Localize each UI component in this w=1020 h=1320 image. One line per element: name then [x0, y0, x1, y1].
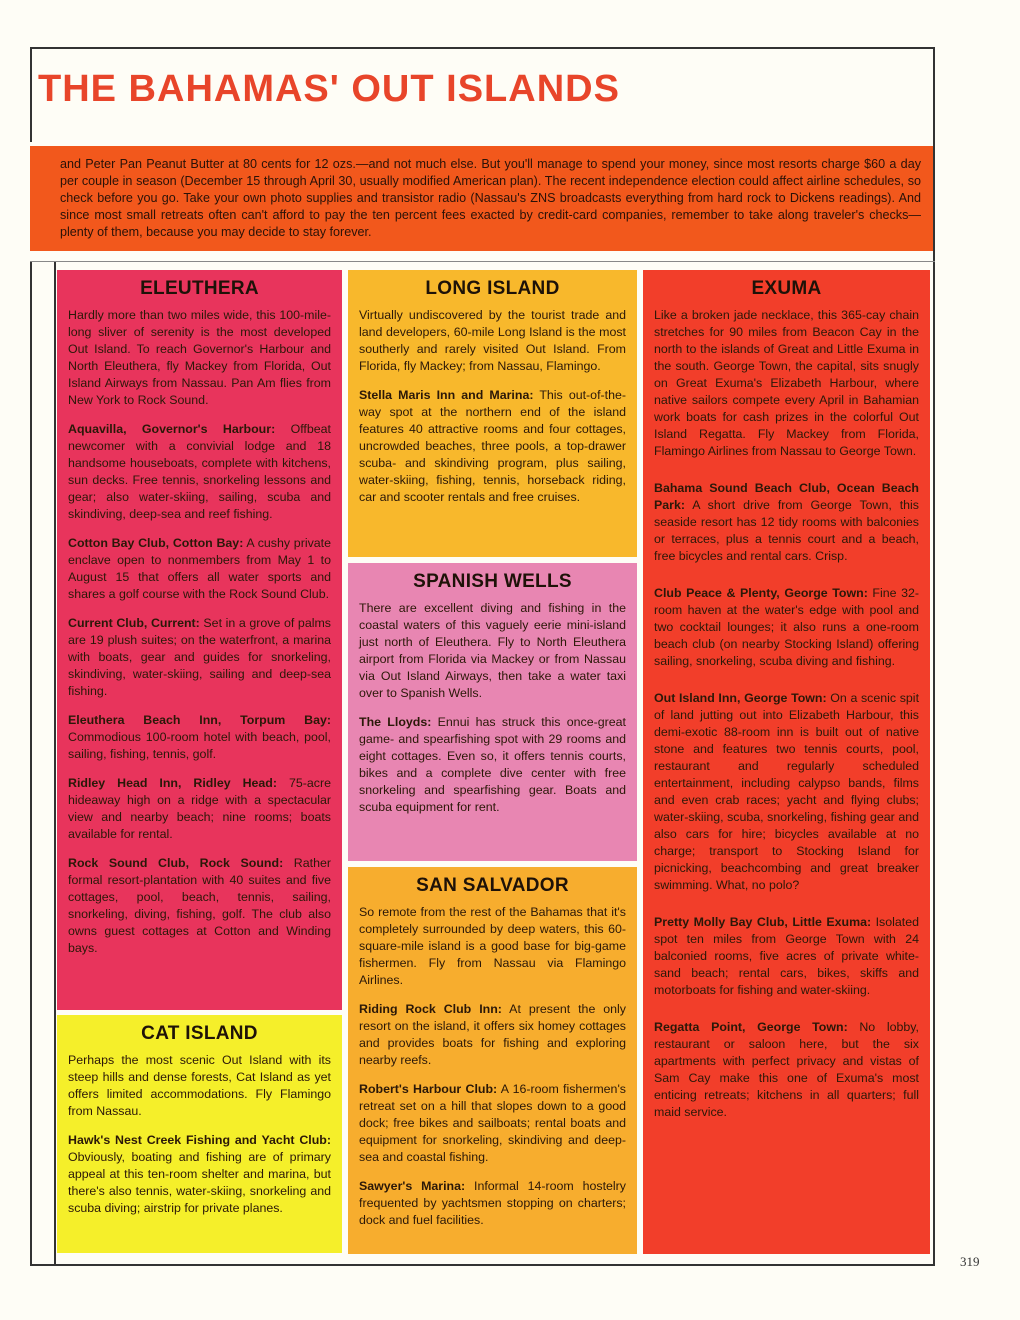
listing-entry	[68, 1132, 331, 1217]
listing-name: Robert's Harbour Club:	[359, 1082, 498, 1096]
section-eleuthera	[57, 270, 342, 1010]
listing-description: Isolated spot ten miles from George Town with 24 balconied rooms, five acres of private white-sand beach; rental cars, bikes, skiffs and motorboats for fishing and water-skiing.	[654, 915, 919, 997]
section-heading: SPANISH WELLS	[413, 571, 572, 592]
listing-name: Sawyer's Marina:	[359, 1179, 466, 1193]
listing-entry	[359, 1001, 626, 1069]
listing-entry	[68, 421, 331, 523]
listing-description: No lobby, restaurant or saloon here, but the six apartments with perfect privacy and vistas of Sam Cay make this one of Exuma's most enticing retreats; kitchens in all quarters; full maid service.	[654, 1020, 919, 1119]
frame-right	[933, 47, 935, 1265]
entry-list	[68, 1132, 331, 1217]
section-intro: There are excellent diving and fishing in the coastal waters of this vaguely eerie mini-island just north of Eleuthera. Fly to North Eleuthera airport from Florida via Mackey or from Nassau via Out Island Airways, then take a water taxi over to Spanish Wells.	[359, 601, 626, 700]
listing-entry	[654, 914, 919, 999]
listing-name: Out Island Inn, George Town:	[654, 691, 827, 705]
frame-divider	[30, 261, 935, 262]
section-heading: SAN SALVADOR	[416, 875, 569, 896]
section-intro: Hardly more than two miles wide, this 100-mile-long sliver of serenity is the most developed Out Island. To reach Governor's Harbour and North Eleuthera, fly Mackey from Florida, Out Island Airways from Nassau. Pan Am flies from New York to Rock Sound.	[68, 308, 331, 407]
listing-description: Offbeat newcomer with a convivial lodge and 18 handsome houseboats, complete with kitchens, sun decks. Free tennis, snorkeling lessons and gear; also water-skiing, sailing, scuba and skindiving, deep-sea and reef fishing.	[68, 422, 331, 521]
section-intro: Like a broken jade necklace, this 365-cay chain stretches for 90 miles from Beacon Cay in the north to the islands of Great and Little Exuma in the south. George Town, the capital, sits snugly on Great Exuma's Elizabeth Harbour, where native sailors compete every April in Bahamian work boats for cash prizes in the colorful Out Island Regatta. Fly Mackey from Florida, Flamingo Airlines from Nassau to George Town.	[654, 308, 919, 458]
entry-list	[654, 480, 919, 1121]
section-intro: Virtually undiscovered by the tourist trade and land developers, 60-mile Long Island is the most southerly and rarely visited Out Island. From Florida, fly Mackey; from Nassau, Flamingo.	[359, 308, 626, 373]
listing-name: Pretty Molly Bay Club, Little Exuma:	[654, 915, 872, 929]
listing-entry	[654, 480, 919, 565]
listing-entry	[359, 714, 626, 816]
listing-name: Aquavilla, Governor's Harbour:	[68, 422, 276, 436]
intro-paragraph: and Peter Pan Peanut Butter at 80 cents for 12 ozs.—and not much else. But you'll manage to spend your money, since most resorts charge $60 a day per couple in season (December 15 through April 30, usually modified American plan). The recent independence election could affect airline schedules, so check before you go. Take your own photo supplies and transistor radio (Nassau's ZNS broadcasts everything from hard rock to Dickens readings). And since most small retreats often can't afford to pay the ten percent fees exacted by credit-card companies, remember to take along traveler's checks—plenty of them, because you may decide to stay forever.	[30, 146, 933, 251]
listing-name: Current Club, Current:	[68, 616, 200, 630]
section-long-island	[348, 270, 637, 557]
listing-description: Rather formal resort-plantation with 40 suites and five cottages, pool, beach, tennis, sailing, snorkeling, diving, fishing, golf. The club also owns guest cottages at Cotton and Winding bays.	[68, 856, 331, 955]
listing-entry	[68, 615, 331, 700]
listing-entry	[68, 775, 331, 843]
section-intro: So remote from the rest of the Bahamas that it's completely surrounded by deep waters, this 60-square-mile island is a good base for big-game fishermen. Fly from Nassau via Flamingo Airlines.	[359, 905, 626, 987]
page-title: THE BAHAMAS' OUT ISLANDS	[38, 68, 620, 110]
listing-description: Ennui has struck this once-great game- and spearfishing spot with 29 rooms and eight cottages. Even so, it offers tennis courts, bikes and a complete dive center with free snorkeling and spearfishing gear. Boats and scuba equipment for rent.	[359, 715, 626, 814]
section-intro: Perhaps the most scenic Out Island with its steep hills and dense forests, Cat Island as yet offers limited accommodations. Fly Flamingo from Nassau.	[68, 1053, 331, 1118]
frame-left-bottom	[30, 262, 32, 1265]
listing-entry	[68, 855, 331, 957]
listing-entry	[654, 585, 919, 670]
section-heading: LONG ISLAND	[425, 278, 560, 299]
listing-name: Cotton Bay Club, Cotton Bay:	[68, 536, 244, 550]
listing-description: A cushy private enclave open to nonmembers from May 1 to August 15 that offers all water sports and shares a golf course with the Rock Sound Club.	[68, 536, 331, 601]
listing-description: Obviously, boating and fishing are of primary appeal at this ten-room shelter and marina, but there's also tennis, water-skiing, snorkeling and scuba diving; airstrip for private planes.	[68, 1150, 331, 1215]
listing-entry	[654, 690, 919, 894]
listing-description: A short drive from George Town, this seaside resort has 12 tidy rooms with balconies or terraces, plus a tennis court and a beach, free bicycles and rental cars. Crisp.	[654, 498, 919, 563]
listing-description: At present the only resort on the island, it offers six homey cottages and provides boats for fishing and exploring nearby reefs.	[359, 1002, 627, 1067]
listing-name: Ridley Head Inn, Ridley Head:	[68, 776, 277, 790]
listing-description: Fine 32-room haven at the water's edge with pool and two cocktail lounges; it also runs a one-room beach club (on nearby Stocking Island) offering sailing, snorkeling, scuba diving and fishing.	[654, 586, 919, 668]
listing-description: Informal 14-room hostelry frequented by yachtsmen stopping on charters; dock and fuel facilities.	[359, 1179, 626, 1227]
listing-description: Commodious 100-room hotel with beach, pool, sailing, fishing, tennis, golf.	[68, 730, 331, 761]
listing-name: Hawk's Nest Creek Fishing and Yacht Club:	[68, 1133, 331, 1147]
listing-description: Set in a grove of palms are 19 plush suites; on the waterfront, a marina with boats, gear and guides for snorkeling, skindiving, water-skiing, sailing and deep-sea fishing.	[68, 616, 331, 698]
listing-name: Club Peace & Plenty, George Town:	[654, 586, 868, 600]
section-heading: EXUMA	[751, 278, 822, 299]
listing-description: 75-acre hideaway high on a ridge with a spectacular view and nearby beach; nine rooms; boats available for rental.	[68, 776, 331, 841]
listing-name: Rock Sound Club, Rock Sound:	[68, 856, 284, 870]
listing-name: Bahama Sound Beach Club, Ocean Beach Park:	[654, 481, 919, 512]
frame-bottom	[30, 1264, 935, 1266]
section-cat-island	[57, 1015, 342, 1253]
listing-entry	[359, 1178, 626, 1229]
listing-name: The Lloyds:	[359, 715, 432, 729]
listing-description: This out-of-the-way spot at the northern end of the island features 40 attractive rooms and four cottages, uncrowded beaches, three pools, a top-drawer scuba- and skindiving program, plus sailing, water-skiing, fishing, tennis, horseback riding, car and scooter rentals and free cruises.	[359, 388, 626, 504]
listing-name: Riding Rock Club Inn:	[359, 1002, 502, 1016]
listing-entry	[359, 1081, 626, 1166]
listing-description: On a scenic spit of land jutting out into Elizabeth Harbour, this demi-exotic 88-room inn is built out of native stone and features two tennis courts, pool, restaurant and regularly scheduled entertainment, including calypso bands, films and even crab races; yacht and flying clubs; water-skiing, scuba, snorkeling, fishing gear and also cars for hire; bicycles available at no charge; transport to Stocking Island for picnicking, beachcombing and great breaker swimming. What, no polo?	[654, 691, 920, 892]
frame-left-top	[30, 47, 32, 142]
entry-list	[359, 714, 626, 816]
entry-list	[68, 421, 331, 957]
listing-entry	[359, 387, 626, 506]
listing-name: Regatta Point, George Town:	[654, 1020, 848, 1034]
listing-description: A 16-room fishermen's retreat set on a hill that slopes down to a good dock; free bikes and sailboats; rental boats and equipment for snorkeling, skindiving and deep-sea and coastal fishing.	[359, 1082, 627, 1164]
section-exuma	[643, 270, 930, 1254]
page-number: 319	[960, 1254, 980, 1269]
listing-name: Eleuthera Beach Inn, Torpum Bay:	[68, 713, 331, 727]
entry-list	[359, 1001, 626, 1229]
listing-entry	[654, 1019, 919, 1121]
frame-top	[30, 47, 935, 49]
listing-name: Stella Maris Inn and Marina:	[359, 388, 534, 402]
section-heading: ELEUTHERA	[140, 278, 259, 299]
listing-entry	[68, 535, 331, 603]
section-heading: CAT ISLAND	[141, 1023, 258, 1044]
listing-entry	[68, 712, 331, 763]
entry-list	[359, 387, 626, 506]
section-san-salvador	[348, 867, 637, 1254]
frame-inner-left	[54, 262, 56, 1265]
section-spanish-wells	[348, 563, 637, 861]
